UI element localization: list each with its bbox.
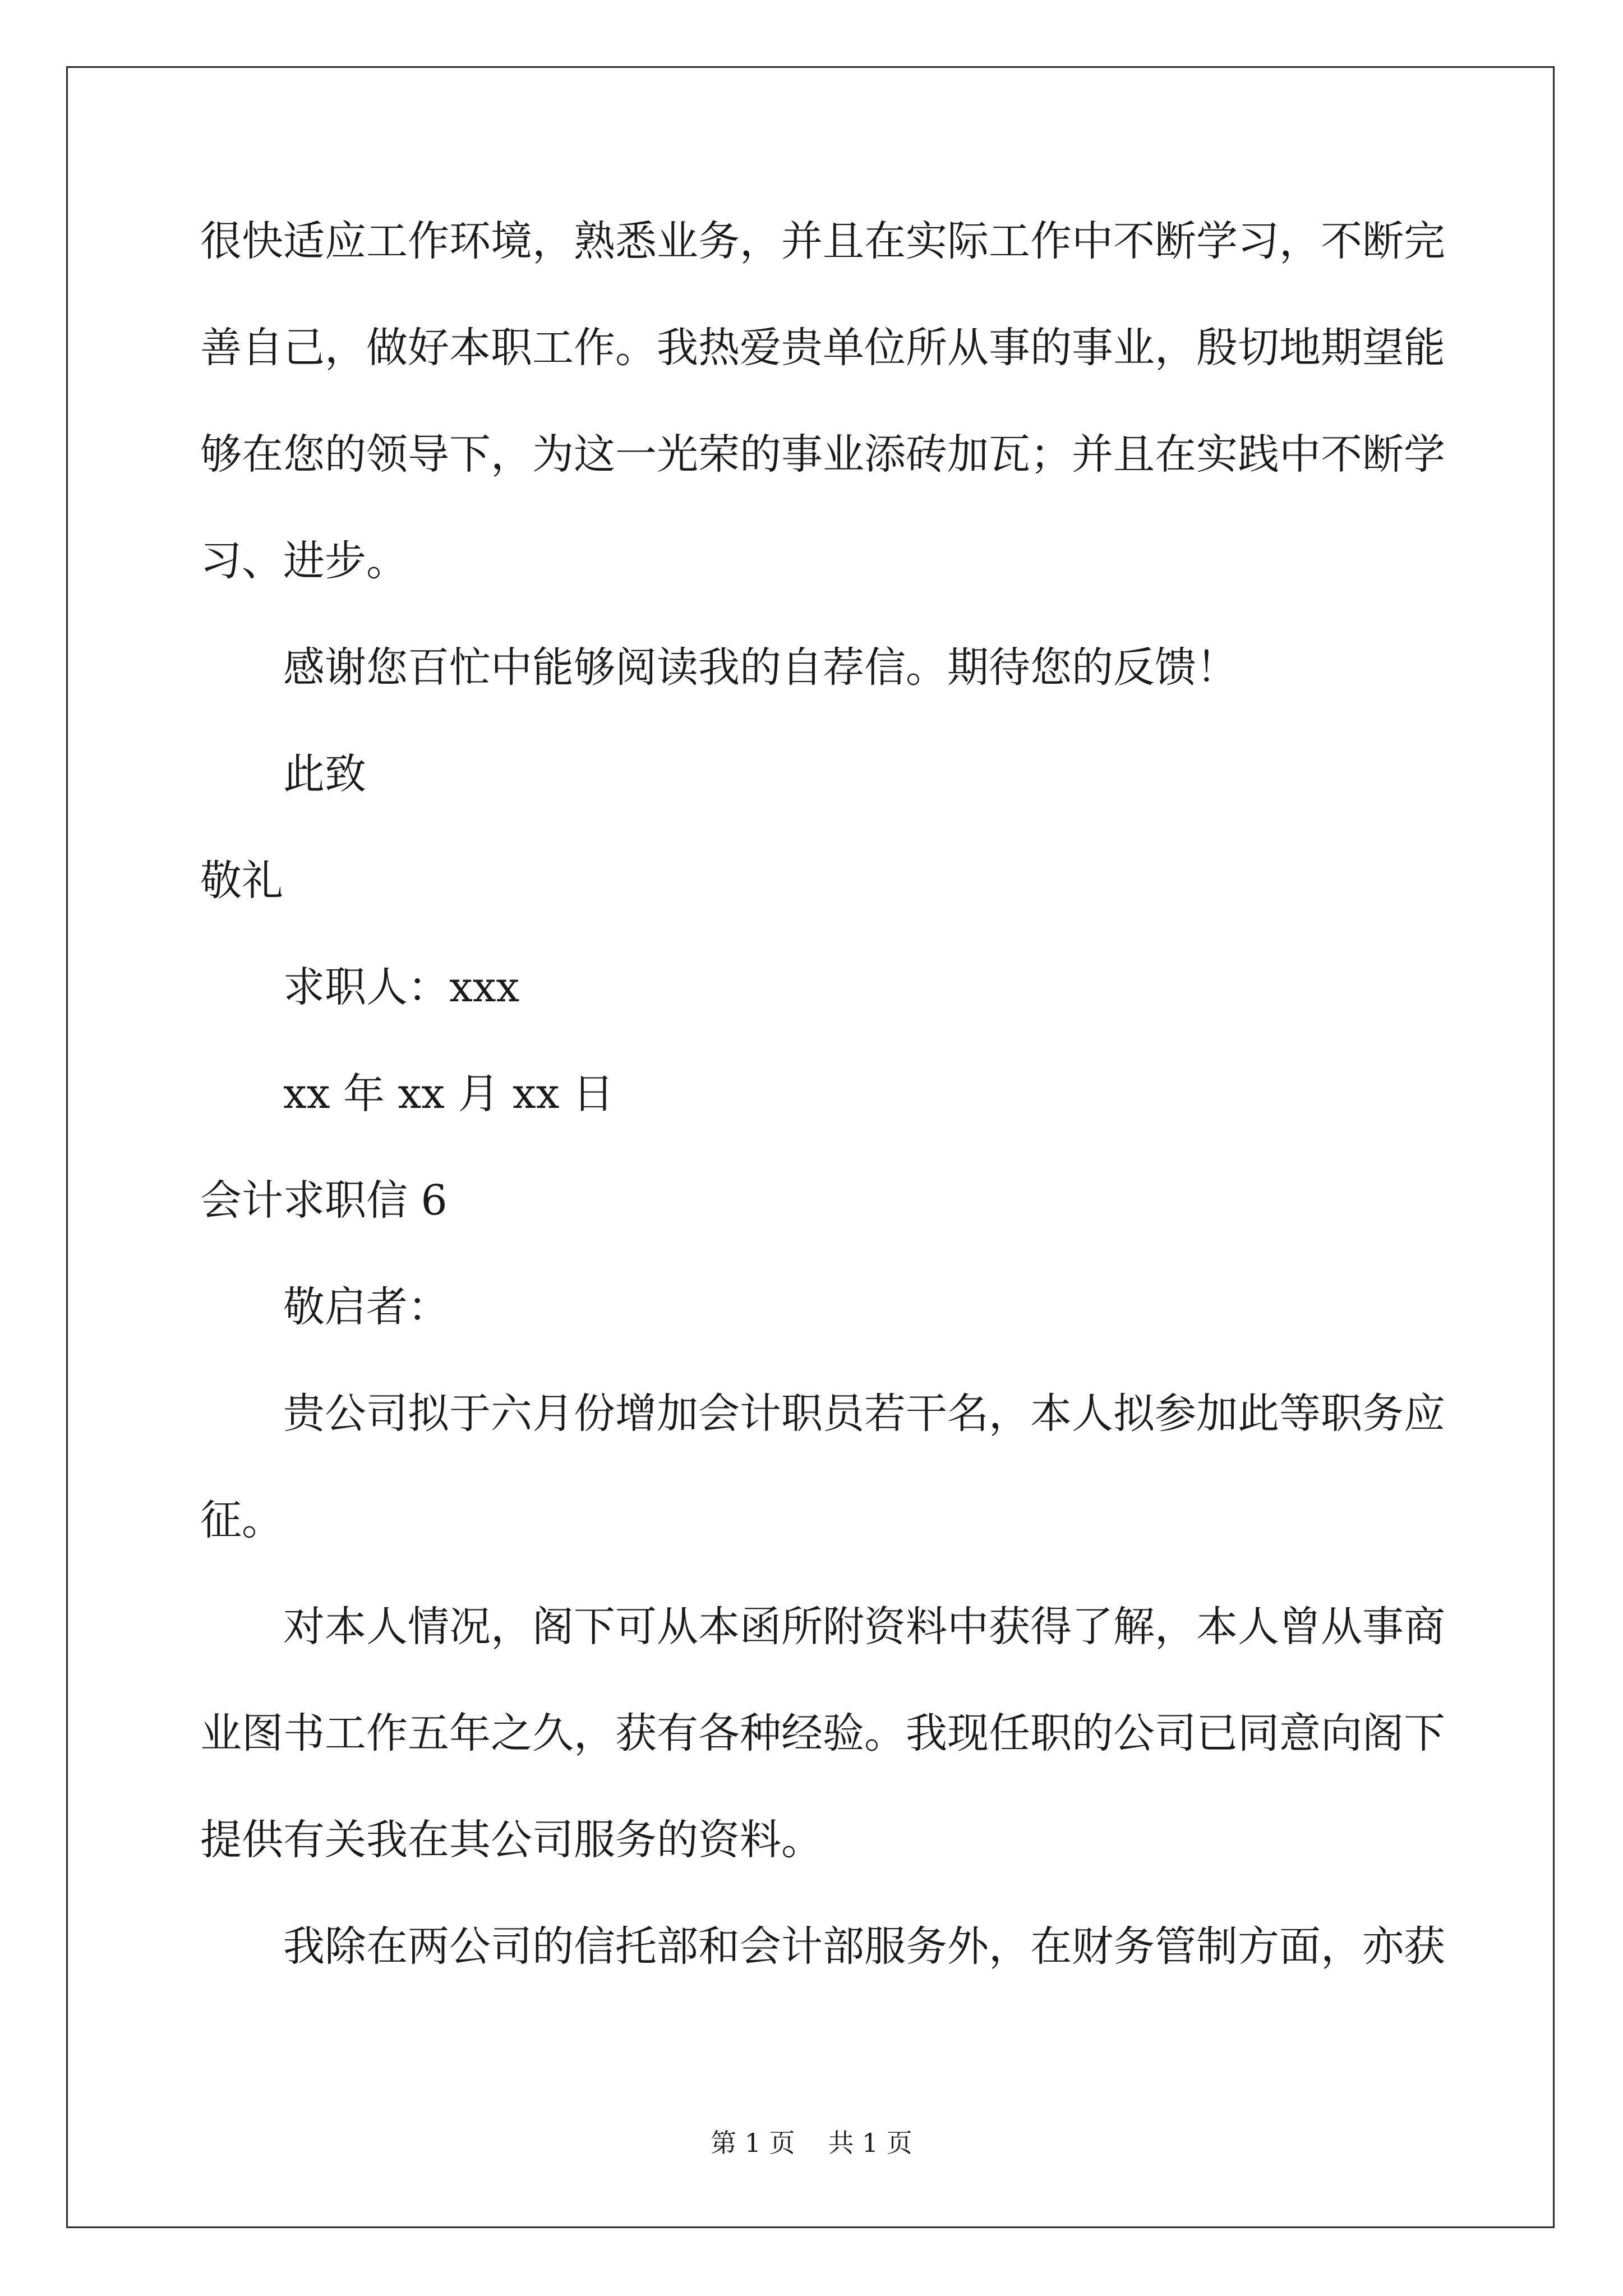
paragraph-line: 感谢您百忙中能够阅读我的自荐信。期待您的反馈！ — [283, 643, 1238, 692]
section-heading: 会计求职信 6 — [200, 1176, 448, 1225]
paragraph-line: 很快适应工作环境，熟悉业务，并且在实际工作中不断学习，不断完 — [200, 217, 1445, 265]
greeting: 敬启者： — [283, 1283, 449, 1331]
paragraph-line: 习、进步。 — [200, 537, 408, 585]
paragraph-line: 对本人情况，阁下可从本函所附资料中获得了解，本人曾从事商 — [283, 1603, 1445, 1651]
paragraph-line: 征。 — [200, 1496, 283, 1544]
page-border — [66, 66, 1555, 2228]
closing-salutation: 此致 — [283, 750, 366, 798]
paragraph-line: 贵公司拟于六月份增加会计职员若干名，本人拟参加此等职务应 — [283, 1389, 1445, 1438]
signature-applicant: 求职人：xxx — [283, 963, 520, 1011]
page-footer — [0, 2126, 1623, 2160]
page-number: 第 1 页 — [711, 2128, 795, 2158]
paragraph-line: 善自己，做好本职工作。我热爱贵单位所从事的事业，殷切地期望能 — [200, 324, 1445, 372]
paragraph-line: 我除在两公司的信托部和会计部服务外，在财务管制方面，亦获 — [283, 1922, 1445, 1971]
paragraph-line: 提供有关我在其公司服务的资料。 — [200, 1816, 823, 1864]
closing-regards: 敬礼 — [200, 857, 283, 905]
page-total: 共 1 页 — [828, 2128, 912, 2158]
paragraph-line: 业图书工作五年之久，获有各种经验。我现任职的公司已同意向阁下 — [200, 1709, 1445, 1757]
paragraph-line: 够在您的领导下，为这一光荣的事业添砖加瓦；并且在实践中不断学 — [200, 430, 1445, 478]
signature-date: xx 年 xx 月 xx 日 — [283, 1070, 615, 1118]
